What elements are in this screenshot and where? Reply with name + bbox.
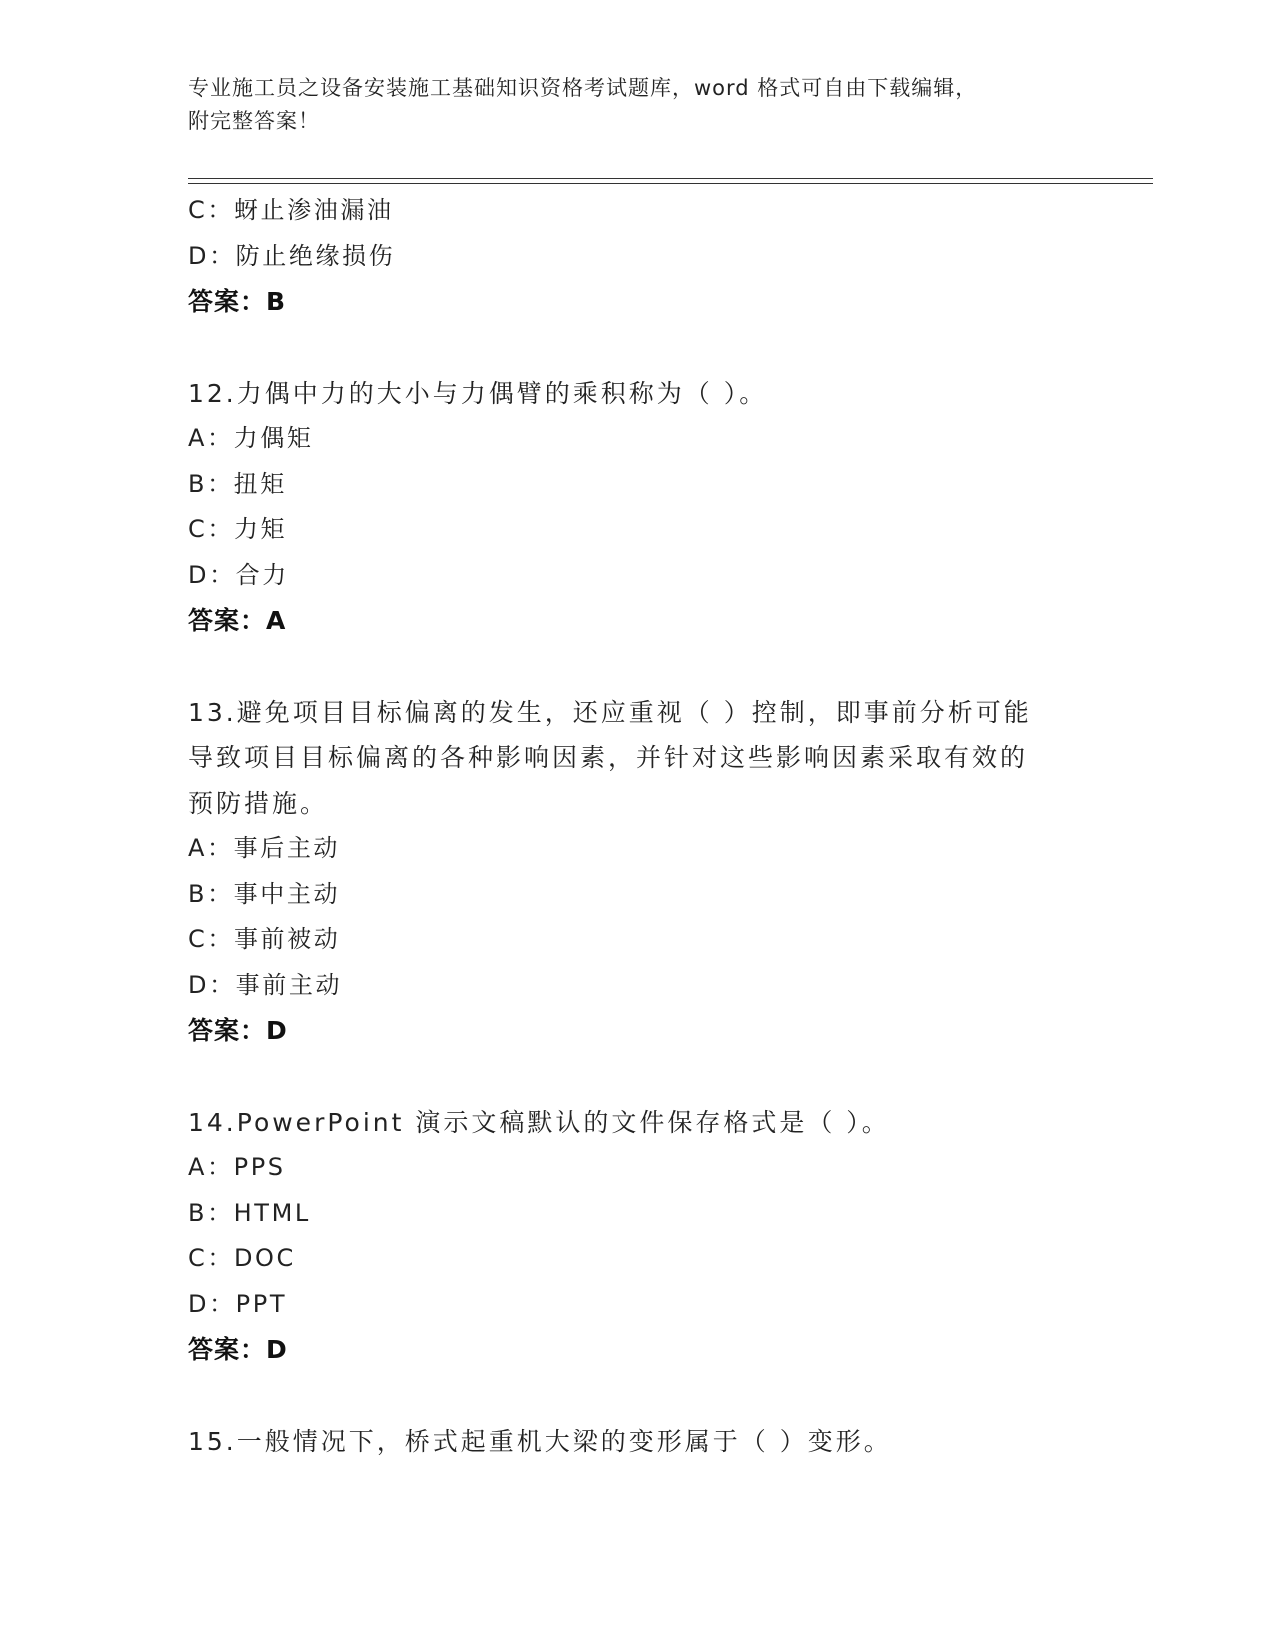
question-stem-line-1: 13.避免项目目标偏离的发生，还应重视（ ）控制，即事前分析可能 xyxy=(188,697,1032,727)
question-13 xyxy=(188,690,1088,1054)
question-12 xyxy=(188,371,1088,644)
answer-label: 答案：D xyxy=(188,1335,288,1364)
question-list xyxy=(188,188,1088,1464)
spacer xyxy=(188,644,1088,690)
option-c: C：蚜止渗油漏油 xyxy=(188,196,394,224)
question-15 xyxy=(188,1419,1088,1465)
option-b: B：HTML xyxy=(188,1198,311,1227)
header-divider-bottom xyxy=(188,183,1153,184)
spacer xyxy=(188,1373,1088,1419)
header-title-line-1: 专业施工员之设备安装施工基础知识资格考试题库，word 格式可自由下载编辑， xyxy=(188,76,978,100)
option-b: B：扭矩 xyxy=(188,469,287,498)
question-stem: 15.一般情况下，桥式起重机大梁的变形属于（ ）变形。 xyxy=(188,1426,892,1456)
option-d: D：PPT xyxy=(188,1289,288,1318)
header-title-line-2: 附完整答案！ xyxy=(188,109,320,133)
option-b: B：事中主动 xyxy=(188,879,341,908)
question-stem: 12.力偶中力的大小与力偶臂的乘积称为（ ）。 xyxy=(188,378,768,408)
option-c: C：DOC xyxy=(188,1244,296,1272)
question-11-tail xyxy=(188,188,1088,325)
option-a: A：PPS xyxy=(188,1153,286,1181)
question-stem-line-3: 预防措施。 xyxy=(188,788,329,818)
question-stem: 14.PowerPoint 演示文稿默认的文件保存格式是（ ）。 xyxy=(188,1107,890,1137)
document-header xyxy=(188,72,1068,138)
header-divider-top xyxy=(188,178,1153,179)
answer-label: 答案：A xyxy=(188,606,287,635)
answer-label: 答案：D xyxy=(188,1016,288,1045)
option-d: D：防止绝缘损伤 xyxy=(188,241,396,270)
spacer xyxy=(188,325,1088,371)
question-14 xyxy=(188,1100,1088,1373)
answer-label: 答案：B xyxy=(188,287,287,316)
option-a: A：力偶矩 xyxy=(188,424,314,452)
option-c: C：事前被动 xyxy=(188,925,341,953)
option-c: C：力矩 xyxy=(188,515,288,543)
option-d: D：合力 xyxy=(188,560,289,589)
spacer xyxy=(188,1054,1088,1100)
option-d: D：事前主动 xyxy=(188,970,343,999)
question-stem-line-2: 导致项目目标偏离的各种影响因素，并针对这些影响因素采取有效的 xyxy=(188,743,1029,772)
option-a: A：事后主动 xyxy=(188,834,341,862)
